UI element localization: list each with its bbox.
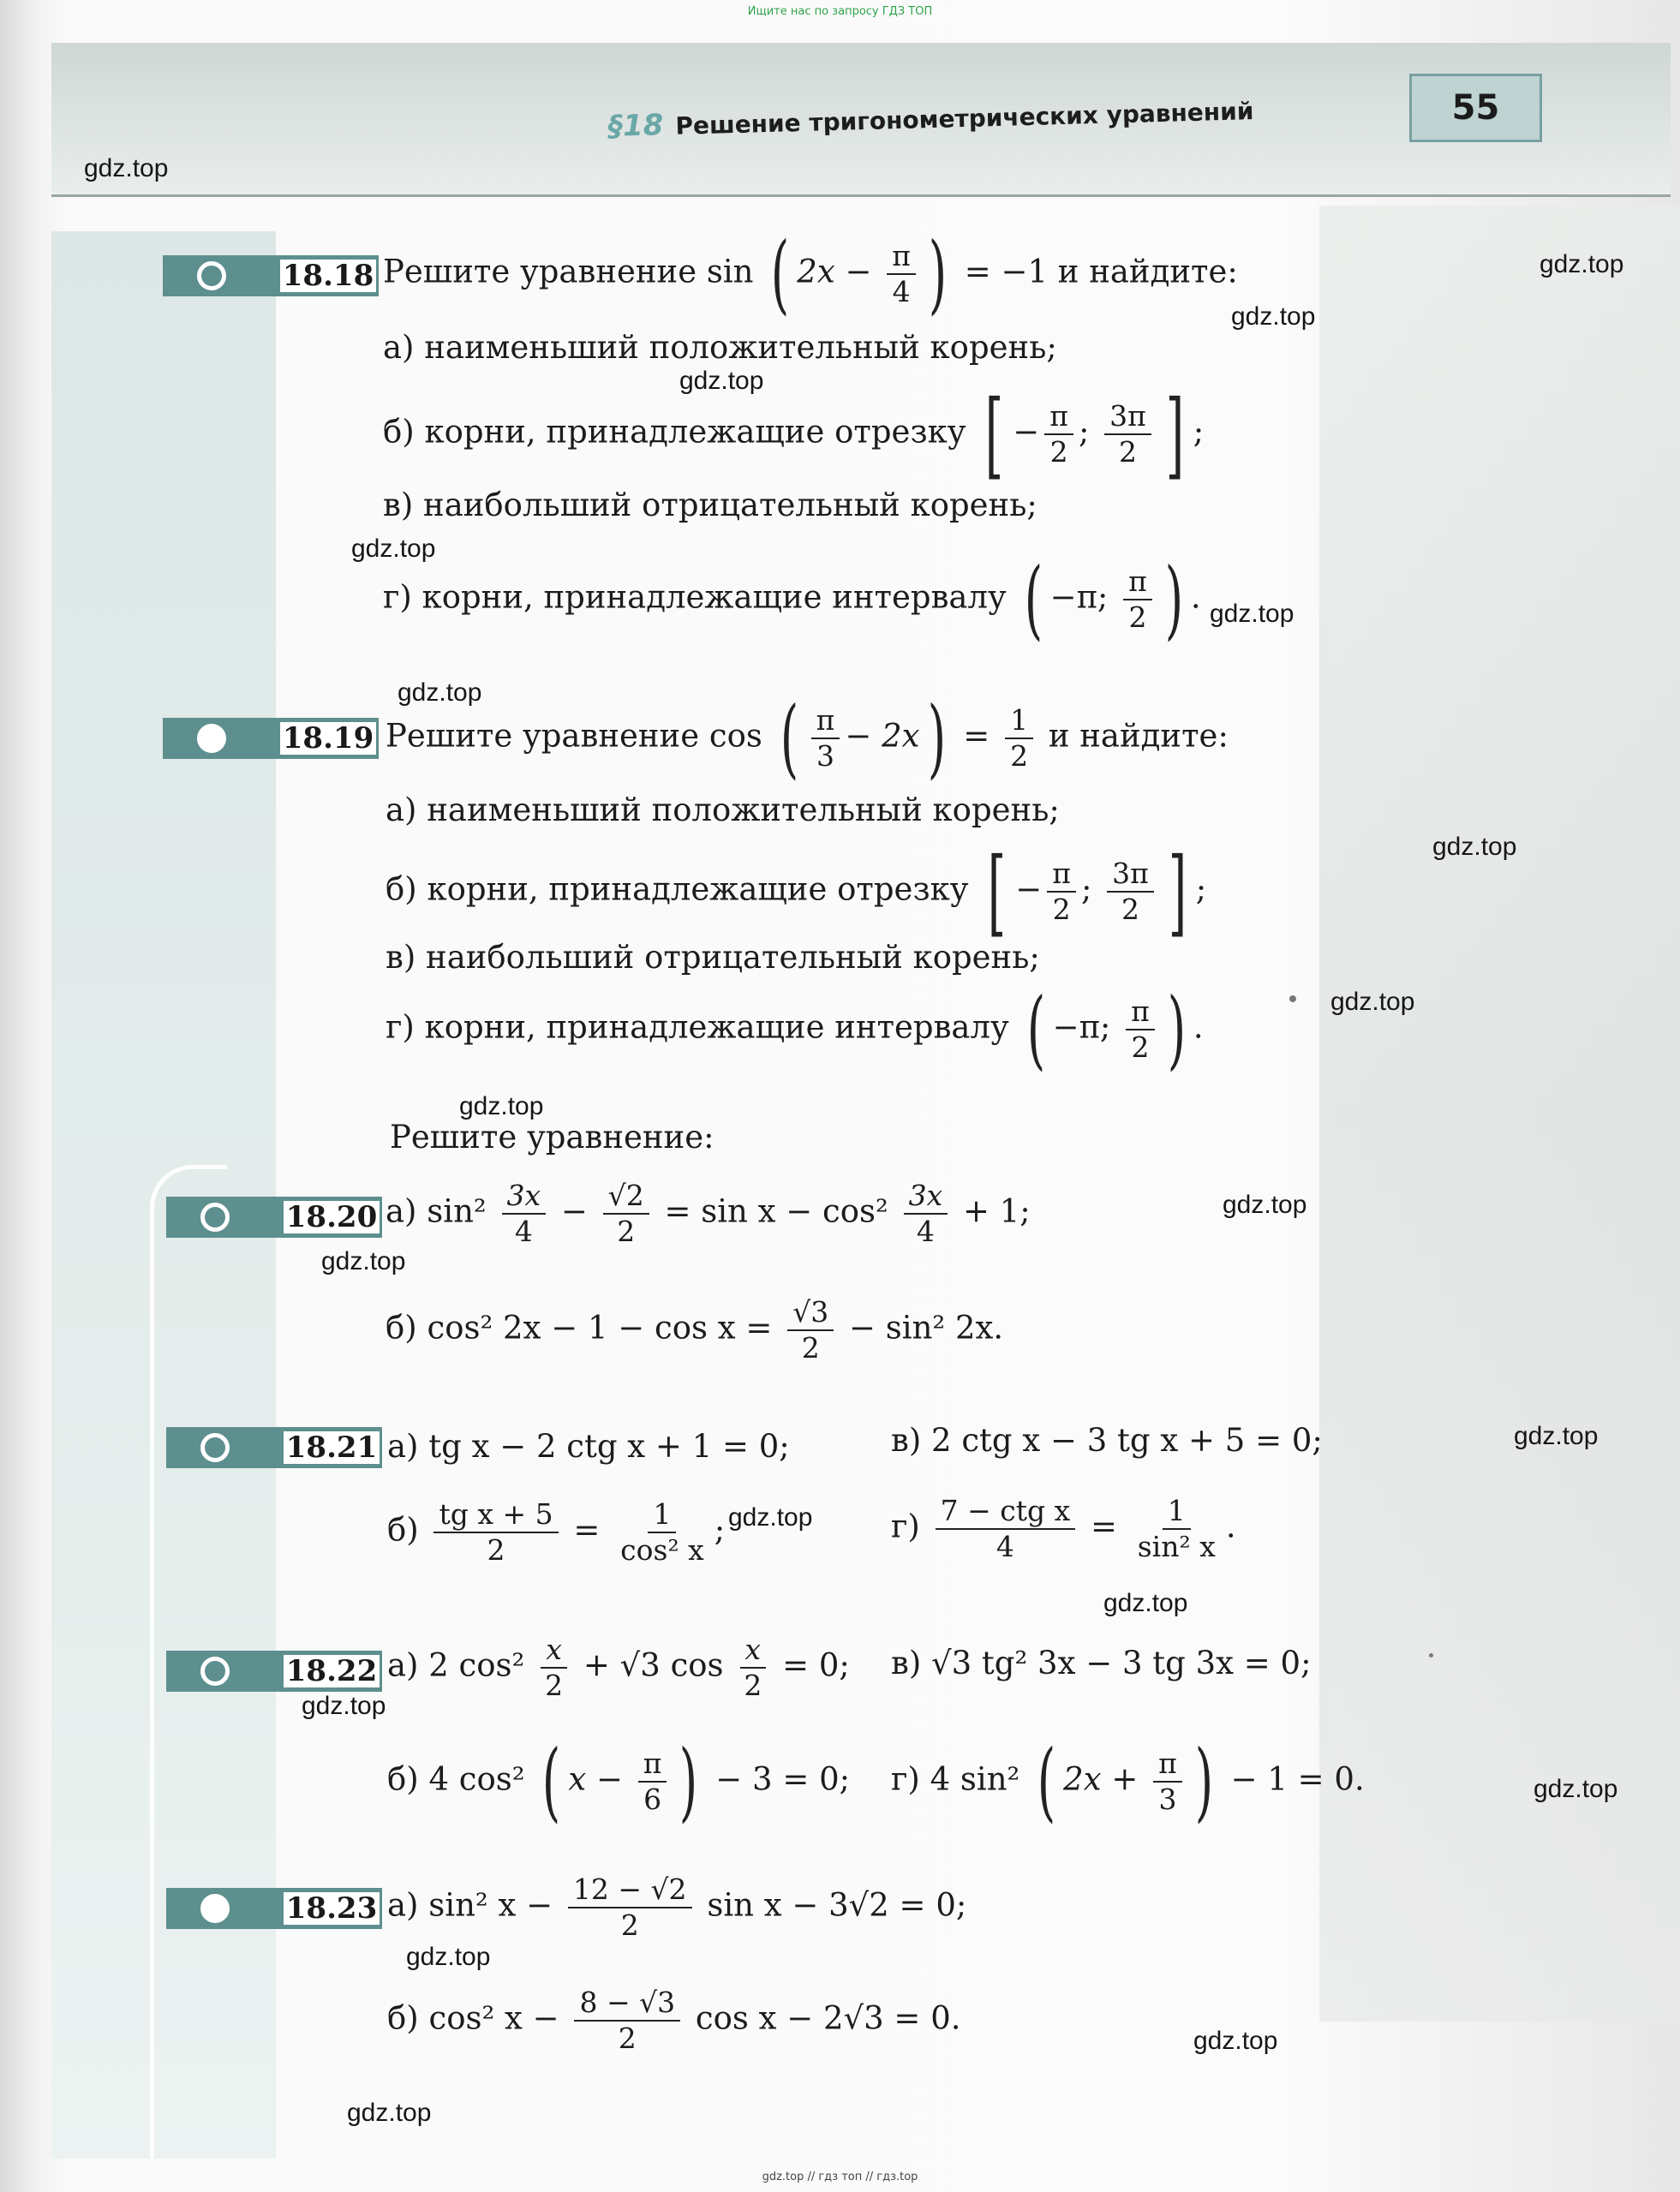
subitem-v: в) 2 ctg x − 3 tg x + 5 = 0; — [891, 1422, 1323, 1459]
denominator: 2 — [618, 2022, 637, 2055]
top-note: Ищите нас по запросу ГДЗ ТОП — [747, 5, 933, 18]
numerator: x — [541, 1633, 567, 1669]
numerator: √3 — [787, 1295, 834, 1331]
right-paren: ) — [928, 224, 948, 324]
statement-text: Решите уравнение cos — [386, 717, 762, 755]
subitem-a: а) tg x − 2 ctg x + 1 = 0; — [387, 1428, 790, 1465]
subitem-v: в) √3 tg² 3x − 3 tg 3x = 0; — [891, 1645, 1312, 1681]
subitem-a: а) наименьший положительный корень; — [383, 329, 1057, 366]
denominator: 2 — [487, 1533, 505, 1567]
fraction — [615, 1497, 709, 1568]
difficulty-circle-icon — [200, 1657, 230, 1686]
problem-number: 18.20 — [281, 1198, 382, 1236]
fraction — [1047, 857, 1076, 927]
argument: 2x − — [797, 253, 872, 290]
expr: а) sin² x − — [387, 1886, 553, 1924]
numerator: π — [1123, 564, 1152, 600]
fraction — [574, 1986, 680, 2056]
watermark: gdz.top — [398, 678, 482, 707]
interval-left: −π; — [1052, 1008, 1111, 1046]
denominator: 4 — [514, 1215, 533, 1248]
problem-number-tag — [166, 1888, 382, 1929]
problem-number: 18.22 — [281, 1652, 382, 1690]
interval-left: −π; — [1049, 578, 1109, 616]
watermark: gdz.top — [1534, 1775, 1618, 1803]
denominator: 2 — [801, 1331, 820, 1365]
numerator: π — [811, 703, 840, 739]
denominator: 3 — [1158, 1783, 1177, 1816]
numerator: √2 — [603, 1179, 649, 1215]
denominator: 2 — [545, 1669, 564, 1702]
fraction — [1005, 703, 1033, 773]
watermark: gdz.top — [1103, 1589, 1188, 1617]
watermark: gdz.top — [1514, 1422, 1599, 1450]
left-paren: ( — [1037, 1731, 1056, 1831]
argument: 2x + — [1063, 1760, 1139, 1798]
expr: б) — [387, 1511, 419, 1549]
watermark: gdz.top — [84, 154, 169, 182]
watermark: gdz.top — [321, 1247, 406, 1275]
fraction — [1126, 994, 1155, 1065]
numerator: π — [1153, 1747, 1182, 1783]
watermark: gdz.top — [1223, 1191, 1307, 1219]
fraction — [1133, 1494, 1221, 1564]
denominator: 4 — [916, 1215, 935, 1248]
subitem-c: в) наибольший отрицательный корень; — [383, 487, 1037, 523]
numerator: x — [740, 1633, 767, 1669]
statement-tail: и найдите: — [1048, 717, 1229, 755]
bleed-through-column — [1319, 206, 1680, 2022]
expr: sin x − 3√2 = 0; — [707, 1886, 967, 1924]
denominator: 3 — [816, 739, 834, 773]
expr: = — [573, 1511, 601, 1549]
left-bracket: [ — [985, 379, 1004, 489]
expr: г) 4 sin² — [891, 1760, 1020, 1798]
expr: а) sin² — [386, 1192, 487, 1230]
fraction — [787, 1295, 834, 1365]
left-bracket: [ — [988, 837, 1007, 947]
denominator: 2 — [744, 1669, 762, 1702]
numerator: 12 − √2 — [568, 1872, 692, 1908]
fraction — [811, 703, 840, 773]
watermark: gdz.top — [1210, 600, 1294, 628]
watermark: gdz.top — [459, 1092, 544, 1120]
fraction — [1153, 1747, 1182, 1817]
watermark: gdz.top — [1193, 2027, 1278, 2055]
subitem-b — [387, 1986, 961, 2056]
argument: − 2x — [845, 717, 920, 755]
denominator: 2 — [1131, 1030, 1150, 1064]
expr: cos x − 2√3 = 0. — [695, 1999, 961, 2037]
subitem-a — [386, 1179, 1031, 1249]
fraction — [568, 1872, 692, 1943]
expr: а) 2 cos² — [387, 1646, 525, 1684]
expr: + 1; — [963, 1192, 1031, 1230]
numerator: 3π — [1104, 399, 1151, 435]
watermark: gdz.top — [1432, 833, 1517, 861]
fraction — [936, 1494, 1076, 1564]
problem-number-tag — [166, 1197, 382, 1238]
watermark: gdz.top — [351, 535, 436, 563]
denominator: sin² x — [1137, 1530, 1216, 1563]
subitem-c: в) наибольший отрицательный корень; — [386, 939, 1040, 976]
left-paren: ( — [542, 1731, 561, 1831]
expr: б) 4 cos² — [387, 1760, 525, 1798]
numerator: 8 − √3 — [574, 1986, 680, 2022]
difficulty-circle-icon — [197, 261, 226, 290]
fraction — [738, 1633, 767, 1703]
numerator: 1 — [1005, 703, 1033, 739]
subitem-g — [891, 1494, 1236, 1564]
numerator: 3x — [502, 1179, 547, 1215]
fraction — [433, 1497, 558, 1568]
problem-number-tag — [166, 1651, 382, 1692]
right-bracket: ] — [1168, 837, 1187, 947]
subitem-text: б) корни, принадлежащие отрезку — [383, 413, 966, 451]
denominator: 2 — [1119, 435, 1138, 469]
problem-number: 18.19 — [278, 720, 379, 757]
subitem-d: г) корни, принадлежащие интервалу ( −π; $\frac{\pi}{2}$ ) . — [386, 979, 1204, 1079]
denominator: 2 — [1128, 600, 1147, 634]
problem-number: 18.21 — [281, 1429, 382, 1466]
left-paren: ( — [771, 224, 790, 324]
expr: − — [560, 1192, 588, 1230]
fraction — [1044, 399, 1073, 469]
expr: . — [1225, 1508, 1236, 1545]
watermark: gdz.top — [406, 1943, 491, 1971]
problem-number-tag — [166, 1427, 382, 1468]
subitem-b: б) корни, принадлежащие отрезку [ − $\frac{\pi}{2}$ ; $\frac{3\pi}{2}$ ] ; — [383, 379, 1205, 489]
expr: = 0; — [782, 1646, 850, 1684]
watermark: gdz.top — [728, 1503, 813, 1532]
expr: ; — [714, 1511, 726, 1549]
statement-rhs: = −1 и найдите: — [964, 253, 1238, 290]
argument: x − — [568, 1760, 624, 1798]
subitem-g — [891, 1731, 1365, 1831]
denominator: 2 — [1052, 893, 1071, 926]
problem-number: 18.18 — [278, 257, 379, 295]
numerator: 1 — [1163, 1494, 1191, 1530]
section-symbol: §18 — [607, 108, 664, 144]
problem-number: 18.23 — [281, 1890, 382, 1927]
subitem-a — [387, 1872, 966, 1943]
expr: б) cos² x − — [387, 1999, 559, 2037]
numerator: tg x + 5 — [433, 1497, 558, 1533]
watermark: gdz.top — [1231, 302, 1316, 331]
denominator: 2 — [1010, 739, 1029, 773]
watermark: gdz.top — [347, 2099, 432, 2127]
right-bracket: ] — [1165, 379, 1185, 489]
left-paren: ( — [1026, 979, 1045, 1079]
numerator: 3x — [904, 1179, 948, 1215]
expr: − 1 = 0. — [1230, 1760, 1365, 1798]
right-paren: ) — [1167, 979, 1187, 1079]
problem-number-tag — [163, 718, 379, 759]
right-paren: ) — [1164, 549, 1184, 649]
left-paren: ( — [1024, 549, 1043, 649]
expr: − 3 = 0; — [715, 1760, 851, 1798]
watermark: gdz.top — [1540, 250, 1624, 278]
problem-statement — [383, 224, 1238, 324]
denominator: cos² x — [620, 1533, 704, 1567]
subitem-text: г) корни, принадлежащие интервалу — [386, 1008, 1009, 1046]
problem-number-tag — [163, 255, 379, 296]
numerator: π — [887, 239, 916, 275]
numerator: 1 — [648, 1497, 676, 1533]
subitem-text: б) корни, принадлежащие отрезку — [386, 870, 969, 908]
section-title-text: Решение тригонометрических уравнений — [675, 97, 1254, 140]
fraction — [638, 1747, 667, 1817]
subitem-b — [387, 1731, 851, 1831]
subitem-b — [387, 1497, 725, 1568]
fraction — [603, 1179, 649, 1249]
footer: gdz.top // гдз топ // гдз.top — [762, 2171, 918, 2183]
numerator: π — [1047, 857, 1076, 893]
denominator: 2 — [1121, 893, 1140, 926]
expr: б) cos² 2x − 1 − cos x = — [386, 1309, 773, 1347]
subitem-b — [386, 1295, 1003, 1365]
expr: = sin x − cos² — [664, 1192, 888, 1230]
left-paren: ( — [780, 688, 798, 788]
solve-heading: Решите уравнение: — [390, 1119, 714, 1156]
difficulty-circle-icon — [200, 1203, 230, 1232]
fraction — [502, 1179, 547, 1249]
expr: + √3 cos — [583, 1646, 724, 1684]
difficulty-circle-icon — [200, 1433, 230, 1462]
right-paren: ) — [1194, 1731, 1214, 1831]
expr: − sin² 2x. — [849, 1309, 1004, 1347]
denominator: 4 — [995, 1530, 1014, 1563]
difficulty-circle-icon — [200, 1894, 230, 1923]
numerator: π — [638, 1747, 667, 1783]
numerator: π — [1044, 399, 1073, 435]
statement-text: Решите уравнение sin — [383, 253, 754, 290]
watermark: gdz.top — [302, 1692, 386, 1720]
speck — [1429, 1653, 1433, 1657]
watermark: gdz.top — [1330, 988, 1415, 1016]
subitem-a: а) наименьший положительный корень; — [386, 791, 1060, 828]
denominator: 6 — [643, 1783, 662, 1816]
page-number: 55 — [1409, 74, 1542, 142]
subitem-b: б) корни, принадлежащие отрезку [ − $\frac{\pi}{2}$ ; $\frac{3\pi}{2}$ ] ; — [386, 837, 1207, 947]
subitem-d: г) корни, принадлежащие интервалу ( −π; $\frac{\pi}{2}$ ) . — [383, 549, 1201, 649]
right-paren: ) — [927, 688, 946, 788]
fraction — [1123, 564, 1152, 635]
expr: г) — [891, 1508, 920, 1545]
numerator: 3π — [1107, 857, 1154, 893]
fraction — [540, 1633, 568, 1703]
watermark: gdz.top — [679, 367, 764, 395]
fraction — [1107, 857, 1154, 927]
right-paren: ) — [679, 1731, 698, 1831]
speck — [1289, 995, 1296, 1002]
numerator: π — [1126, 994, 1155, 1030]
fraction — [1104, 399, 1151, 469]
fraction — [904, 1179, 948, 1249]
subitem-a — [387, 1633, 850, 1703]
numerator: 7 − ctg x — [936, 1494, 1076, 1530]
subitem-text: г) корни, принадлежащие интервалу — [383, 578, 1007, 616]
problem-statement: Решите уравнение cos ( $\frac{\pi}{3}$ − 2x) = $\frac{1}{2}$ и найдите: — [386, 688, 1229, 788]
expr: = — [1090, 1508, 1117, 1545]
denominator: 2 — [617, 1215, 636, 1248]
fraction — [887, 239, 916, 309]
denominator: 4 — [892, 275, 911, 308]
denominator: 2 — [620, 1908, 639, 1942]
denominator: 2 — [1049, 435, 1068, 469]
difficulty-circle-icon — [197, 724, 226, 753]
